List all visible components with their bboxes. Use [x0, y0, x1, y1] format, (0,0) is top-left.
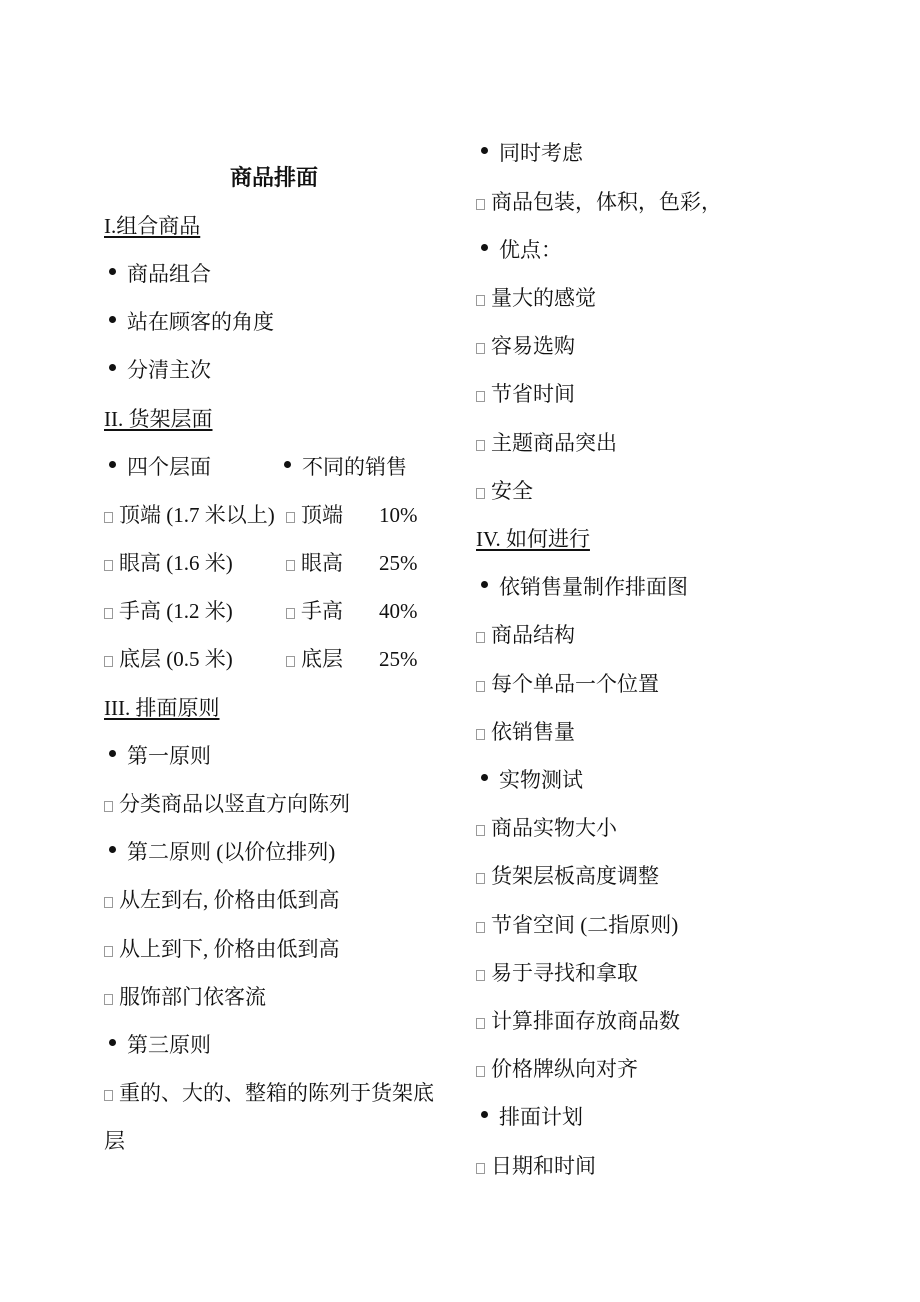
sub-item: 日期和时间	[476, 1152, 596, 1180]
sub-item: 商品实物大小	[476, 814, 617, 842]
page-title: 商品排面	[230, 165, 319, 190]
sub-item: 安全	[476, 477, 533, 505]
bullet-item: 第三原则	[104, 1031, 211, 1059]
sub-item: 节省时间	[476, 380, 575, 408]
section-heading-3: III. 排面原则	[104, 696, 220, 720]
bullet-item: 第一原则	[104, 742, 211, 770]
sub-item: 每个单品一个位置	[476, 670, 659, 698]
layer-row	[104, 549, 464, 577]
bullet-item: 不同的销售	[279, 453, 407, 481]
layer-percent: 40%	[379, 599, 418, 623]
layer-level: 底层	[286, 645, 343, 673]
sub-item: 重的、大的、整箱的陈列于货架底	[104, 1079, 434, 1107]
sub-item: 量大的感觉	[476, 284, 596, 312]
section-heading-4: IV. 如何进行	[476, 527, 590, 551]
bullet-row	[104, 453, 464, 481]
layer-name: 眼高 (1.6 米)	[104, 549, 233, 577]
bullet-item: 分清主次	[104, 356, 211, 384]
sub-item: 容易选购	[476, 332, 575, 360]
sub-item: 商品包装，体积，色彩，	[476, 188, 722, 216]
bullet-item: 同时考虑	[476, 139, 583, 167]
layer-level: 顶端	[286, 501, 343, 529]
bullet-item: 依销售量制作排面图	[476, 573, 688, 601]
layer-row	[104, 501, 464, 529]
bullet-item: 站在顾客的角度	[104, 308, 274, 336]
sub-item: 价格牌纵向对齐	[476, 1055, 638, 1083]
layer-percent: 25%	[379, 647, 418, 671]
layer-row	[104, 597, 464, 625]
sub-item: 计算排面存放商品数	[476, 1007, 680, 1035]
bullet-item: 优点：	[476, 236, 562, 264]
layer-level: 眼高	[286, 549, 343, 577]
layer-name: 底层 (0.5 米)	[104, 645, 233, 673]
layer-level: 手高	[286, 597, 343, 625]
sub-item-continuation: 层	[104, 1129, 125, 1153]
sub-item: 从上到下, 价格由低到高	[104, 935, 340, 963]
section-heading-1: I.组合商品	[104, 214, 201, 238]
sub-item: 节省空间 (二指原则)	[476, 911, 678, 939]
sub-item: 分类商品以竖直方向陈列	[104, 790, 350, 818]
sub-item: 商品结构	[476, 621, 575, 649]
sub-item: 从左到右, 价格由低到高	[104, 886, 340, 914]
layer-percent: 25%	[379, 551, 418, 575]
section-heading-2: II. 货架层面	[104, 407, 213, 431]
bullet-item: 四个层面	[104, 453, 211, 481]
bullet-item: 排面计划	[476, 1103, 583, 1131]
layer-percent: 10%	[379, 503, 418, 527]
sub-item: 依销售量	[476, 718, 575, 746]
sub-item: 易于寻找和拿取	[476, 959, 638, 987]
sub-item: 主题商品突出	[476, 429, 617, 457]
sub-item: 货架层板高度调整	[476, 862, 659, 890]
bullet-item: 商品组合	[104, 260, 211, 288]
layer-name: 手高 (1.2 米)	[104, 597, 233, 625]
bullet-item: 实物测试	[476, 766, 583, 794]
layer-row	[104, 645, 464, 673]
sub-item: 服饰部门依客流	[104, 983, 266, 1011]
layer-name: 顶端 (1.7 米以上)	[104, 501, 275, 529]
bullet-item: 第二原则 (以价位排列)	[104, 838, 335, 866]
